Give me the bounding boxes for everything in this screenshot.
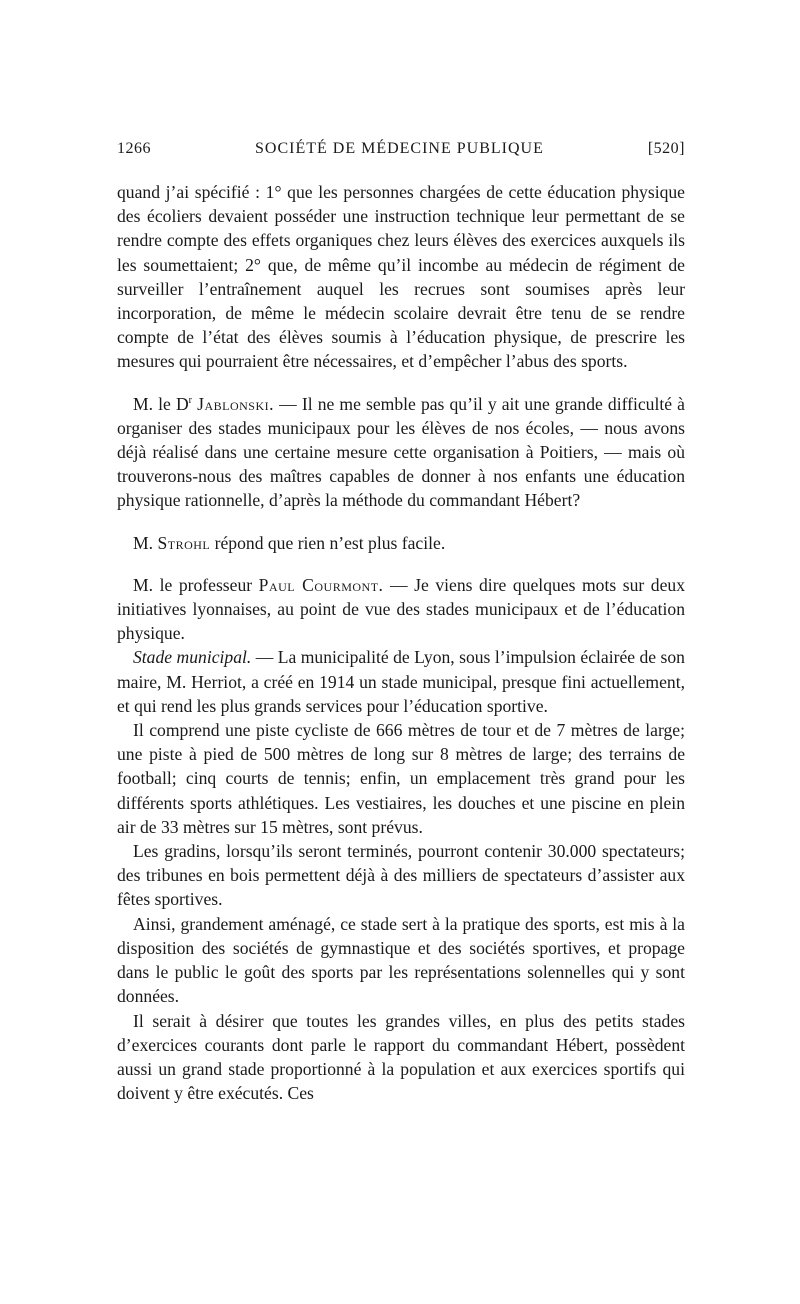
title-superscript: r [188,394,192,406]
paragraph-6: Il comprend une piste cycliste de 666 mètres de tour et de 7 mètres de large; une piste à pied de 500 mètres de long sur 8 mètres de large; des terrains de football; cinq courts de tennis; enfin, un emplacement très grand pour les différents sports athlétiques. Les vestiaires, les douches et une piscine en plein air de 33 mètres sur 15 mètres, sont prévus. [117,720,685,837]
paragraph-2 [117,392,685,513]
paragraph-3-text: répond que rien n’est plus facile. [210,532,446,553]
paragraph-5 [117,645,685,718]
running-title: SOCIÉTÉ DE MÉDECINE PUBLIQUE [254,140,544,157]
paragraph-3 [117,531,685,555]
speaker-prefix: M. le professeur [133,574,259,595]
running-header [117,140,685,168]
speaker-prefix: M. le D [133,393,189,414]
paragraph-2-text: — Il ne me semble pas qu’il y ait une grande difficulté à organiser des stades municipaux pour les élèves de nos écoles, — nous avons déjà réalisé dans une certaine mesure cette organisation à Poitiers, — mais où trouverons-nous des maîtres capables de donner à nos enfants une éducation physique rationnelle, d’après la méthode du commandant Hébert? [117,393,685,511]
paragraph-1: quand j’ai spécifié : 1° que les personnes chargées de cette éducation physique des écoliers devaient posséder une instruction technique leur permettant de se rendre compte des effets organiques chez leurs élèves des exercices auxquels ils les soumettaient; 2° que, de même qu’il incombe au médecin de régiment de surveiller l’entraînement auquel les recrues sont soumises après leur incorporation, de même le médecin scolaire devrait être tenu de se rendre compte de l’état des élèves soumis à l’éducation physique, de prescrire les mesures qui pourraient être nécessaires, et d’empêcher l’abus des sports. [117,182,685,372]
paragraph-5-text: — La municipalité de Lyon, sous l’impulsion éclairée de son maire, M. Herriot, a créé en 1914 un stade municipal, presque fini actuellement, et qui rend les plus grands services pour l’éducation sportive. [117,647,685,716]
page-number: 1266 [117,140,151,157]
speaker-name: Paul Courmont. [258,574,384,595]
paragraph-8: Ainsi, grandement aménagé, ce stade sert à la pratique des sports, est mis à la disposition des sociétés de gymnastique et des sociétés sportives, et propage dans le public le goût des sports par les représentations solennelles qui y sont données. [117,913,685,1007]
paragraph-4 [117,573,685,646]
document-page [117,140,685,1105]
speaker-name: Strohl [157,532,211,553]
section-heading: Stade municipal. [133,647,252,668]
speaker-prefix: M. [133,532,158,553]
speaker-name: Jablonski. [197,393,275,414]
paragraph-9: Il serait à désirer que toutes les grandes villes, en plus des petits stades d’exercices courants dont parle le rapport du commandant Hébert, possèdent aussi un grand stade proportionné à la population et aux exercices sportifs qui doivent y être exécutés. Ces [117,1010,685,1104]
paragraph-7: Les gradins, lorsqu’ils seront terminés, pourront contenir 30.000 spectateurs; des tribunes en bois permettent déjà à des milliers de spectateurs d’assister aux fêtes sportives. [117,841,685,910]
paragraph-4-text: — Je viens dire quelques mots sur deux initiatives lyonnaises, au point de vue des stades municipaux et de l’éducation physique. [117,574,685,644]
section-number: [520] [647,140,685,157]
